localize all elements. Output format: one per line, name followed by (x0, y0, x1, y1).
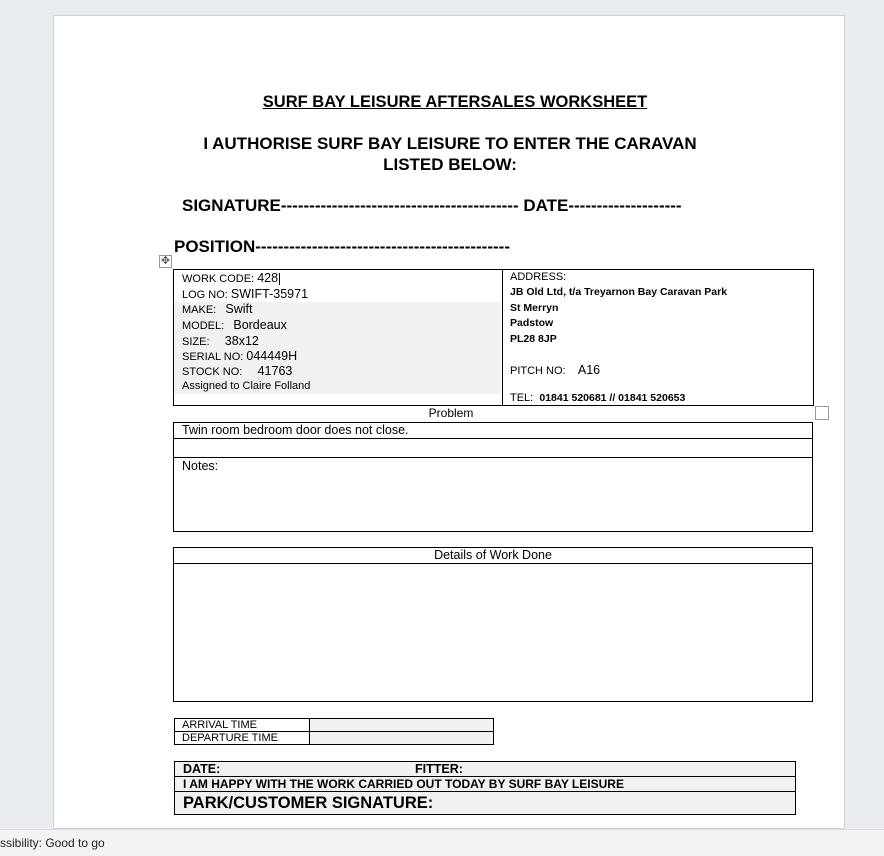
stock-value: 41763 (257, 364, 293, 378)
caravan-info-table (173, 269, 814, 406)
satisfaction-row (175, 777, 795, 792)
authorise-line-2: LISTED BELOW: (383, 155, 517, 174)
log-no-label: LOG NO: (182, 289, 228, 301)
divider (174, 457, 812, 458)
size-row (182, 334, 259, 348)
work-done-heading: Details of Work Done (174, 548, 812, 564)
caravan-details-cell[interactable] (174, 270, 503, 405)
size-value: 38x12 (224, 334, 259, 348)
tel-value: 01841 520681 // 01841 520653 (539, 392, 686, 404)
pitch-value: A16 (577, 363, 601, 377)
date-fitter-row (175, 762, 795, 777)
textbox-anchor-icon[interactable] (815, 406, 829, 420)
status-bar (0, 829, 884, 856)
signature-date-line: SIGNATURE------------------------------------------ DATE-------------------- (182, 196, 682, 215)
time-table (174, 718, 494, 745)
problem-text: Twin room bedroom door does not close. (182, 423, 409, 437)
arrival-time-cell[interactable] (310, 719, 494, 732)
work-code-row (182, 271, 280, 285)
authorise-line-1: I AUTHORISE SURF BAY LEISURE TO ENTER THE CARAVAN (203, 134, 697, 153)
assigned-row: Assigned to Claire Folland (182, 380, 311, 392)
document-title: SURF BAY LEISURE AFTERSALES WORKSHEET (262, 93, 648, 111)
customer-signoff-table[interactable] (174, 761, 796, 815)
departure-row (175, 732, 494, 745)
serial-label: SERIAL NO: (182, 351, 244, 363)
authorise-statement (54, 133, 846, 175)
address-line-2: St Merryn (510, 302, 559, 314)
make-value: Swift (225, 302, 253, 316)
work-done-table[interactable] (173, 547, 813, 702)
footer-date-label: DATE: (183, 762, 221, 776)
work-code-value: 428 (257, 271, 279, 285)
make-label: MAKE: (182, 304, 217, 316)
model-row (182, 318, 287, 332)
model-value: Bordeaux (233, 318, 287, 332)
serial-row (182, 349, 297, 363)
stock-label: STOCK NO: (182, 366, 243, 378)
footer-fitter-label: FITTER: (415, 762, 463, 776)
departure-label: DEPARTURE TIME (175, 732, 310, 745)
model-label: MODEL: (182, 320, 225, 332)
address-label: ADDRESS: (510, 271, 567, 283)
address-line-4: PL28 8JP (510, 333, 557, 345)
notes-label: Notes: (182, 459, 219, 473)
tel-row (510, 392, 685, 404)
pitch-row (510, 363, 600, 377)
serial-value: 044449H (246, 349, 298, 363)
make-row (182, 302, 253, 316)
stock-row (182, 364, 292, 378)
arrival-label: ARRIVAL TIME (175, 719, 310, 732)
size-label: SIZE: (182, 336, 210, 348)
departure-time-cell[interactable] (310, 732, 494, 745)
problem-heading: Problem (428, 406, 474, 420)
log-no-row (182, 287, 308, 301)
table-move-icon[interactable]: ✥ (160, 255, 171, 267)
customer-signature-label: PARK/CUSTOMER SIGNATURE: (183, 794, 434, 812)
text-cursor (279, 273, 280, 285)
position-line: POSITION--------------------------------------------- (174, 237, 510, 256)
log-no-value: SWIFT-35971 (230, 287, 309, 301)
document-page[interactable] (53, 15, 845, 829)
customer-signature-row (175, 792, 795, 814)
arrival-row (175, 719, 494, 732)
address-line-3: Padstow (510, 317, 554, 329)
accessibility-status[interactable]: ssibility: Good to go (0, 836, 105, 850)
pitch-label: PITCH NO: (510, 365, 566, 377)
divider (174, 438, 812, 439)
address-line-1: JB Old Ltd, t/a Treyarnon Bay Caravan Park (510, 286, 728, 298)
tel-label: TEL: (510, 392, 534, 404)
satisfaction-statement: I AM HAPPY WITH THE WORK CARRIED OUT TODAY BY SURF BAY LEISURE (183, 777, 624, 791)
work-code-label: WORK CODE: (182, 273, 255, 285)
problem-table[interactable] (173, 422, 813, 532)
